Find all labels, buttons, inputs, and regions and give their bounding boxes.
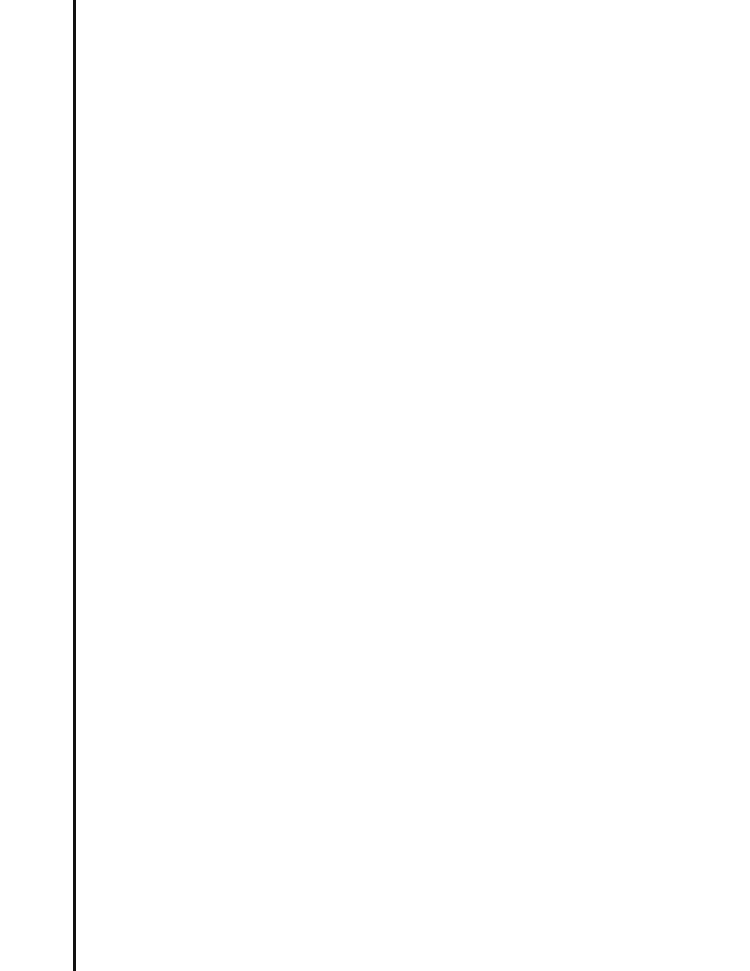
column-header-budget — [426, 130, 507, 152]
polka-dot-border — [0, 0, 73, 971]
border-divider — [73, 0, 76, 971]
column-header-name — [78, 130, 306, 152]
column-header-gift — [306, 130, 426, 152]
column-header-actual — [507, 130, 572, 152]
page-title — [100, 40, 530, 120]
